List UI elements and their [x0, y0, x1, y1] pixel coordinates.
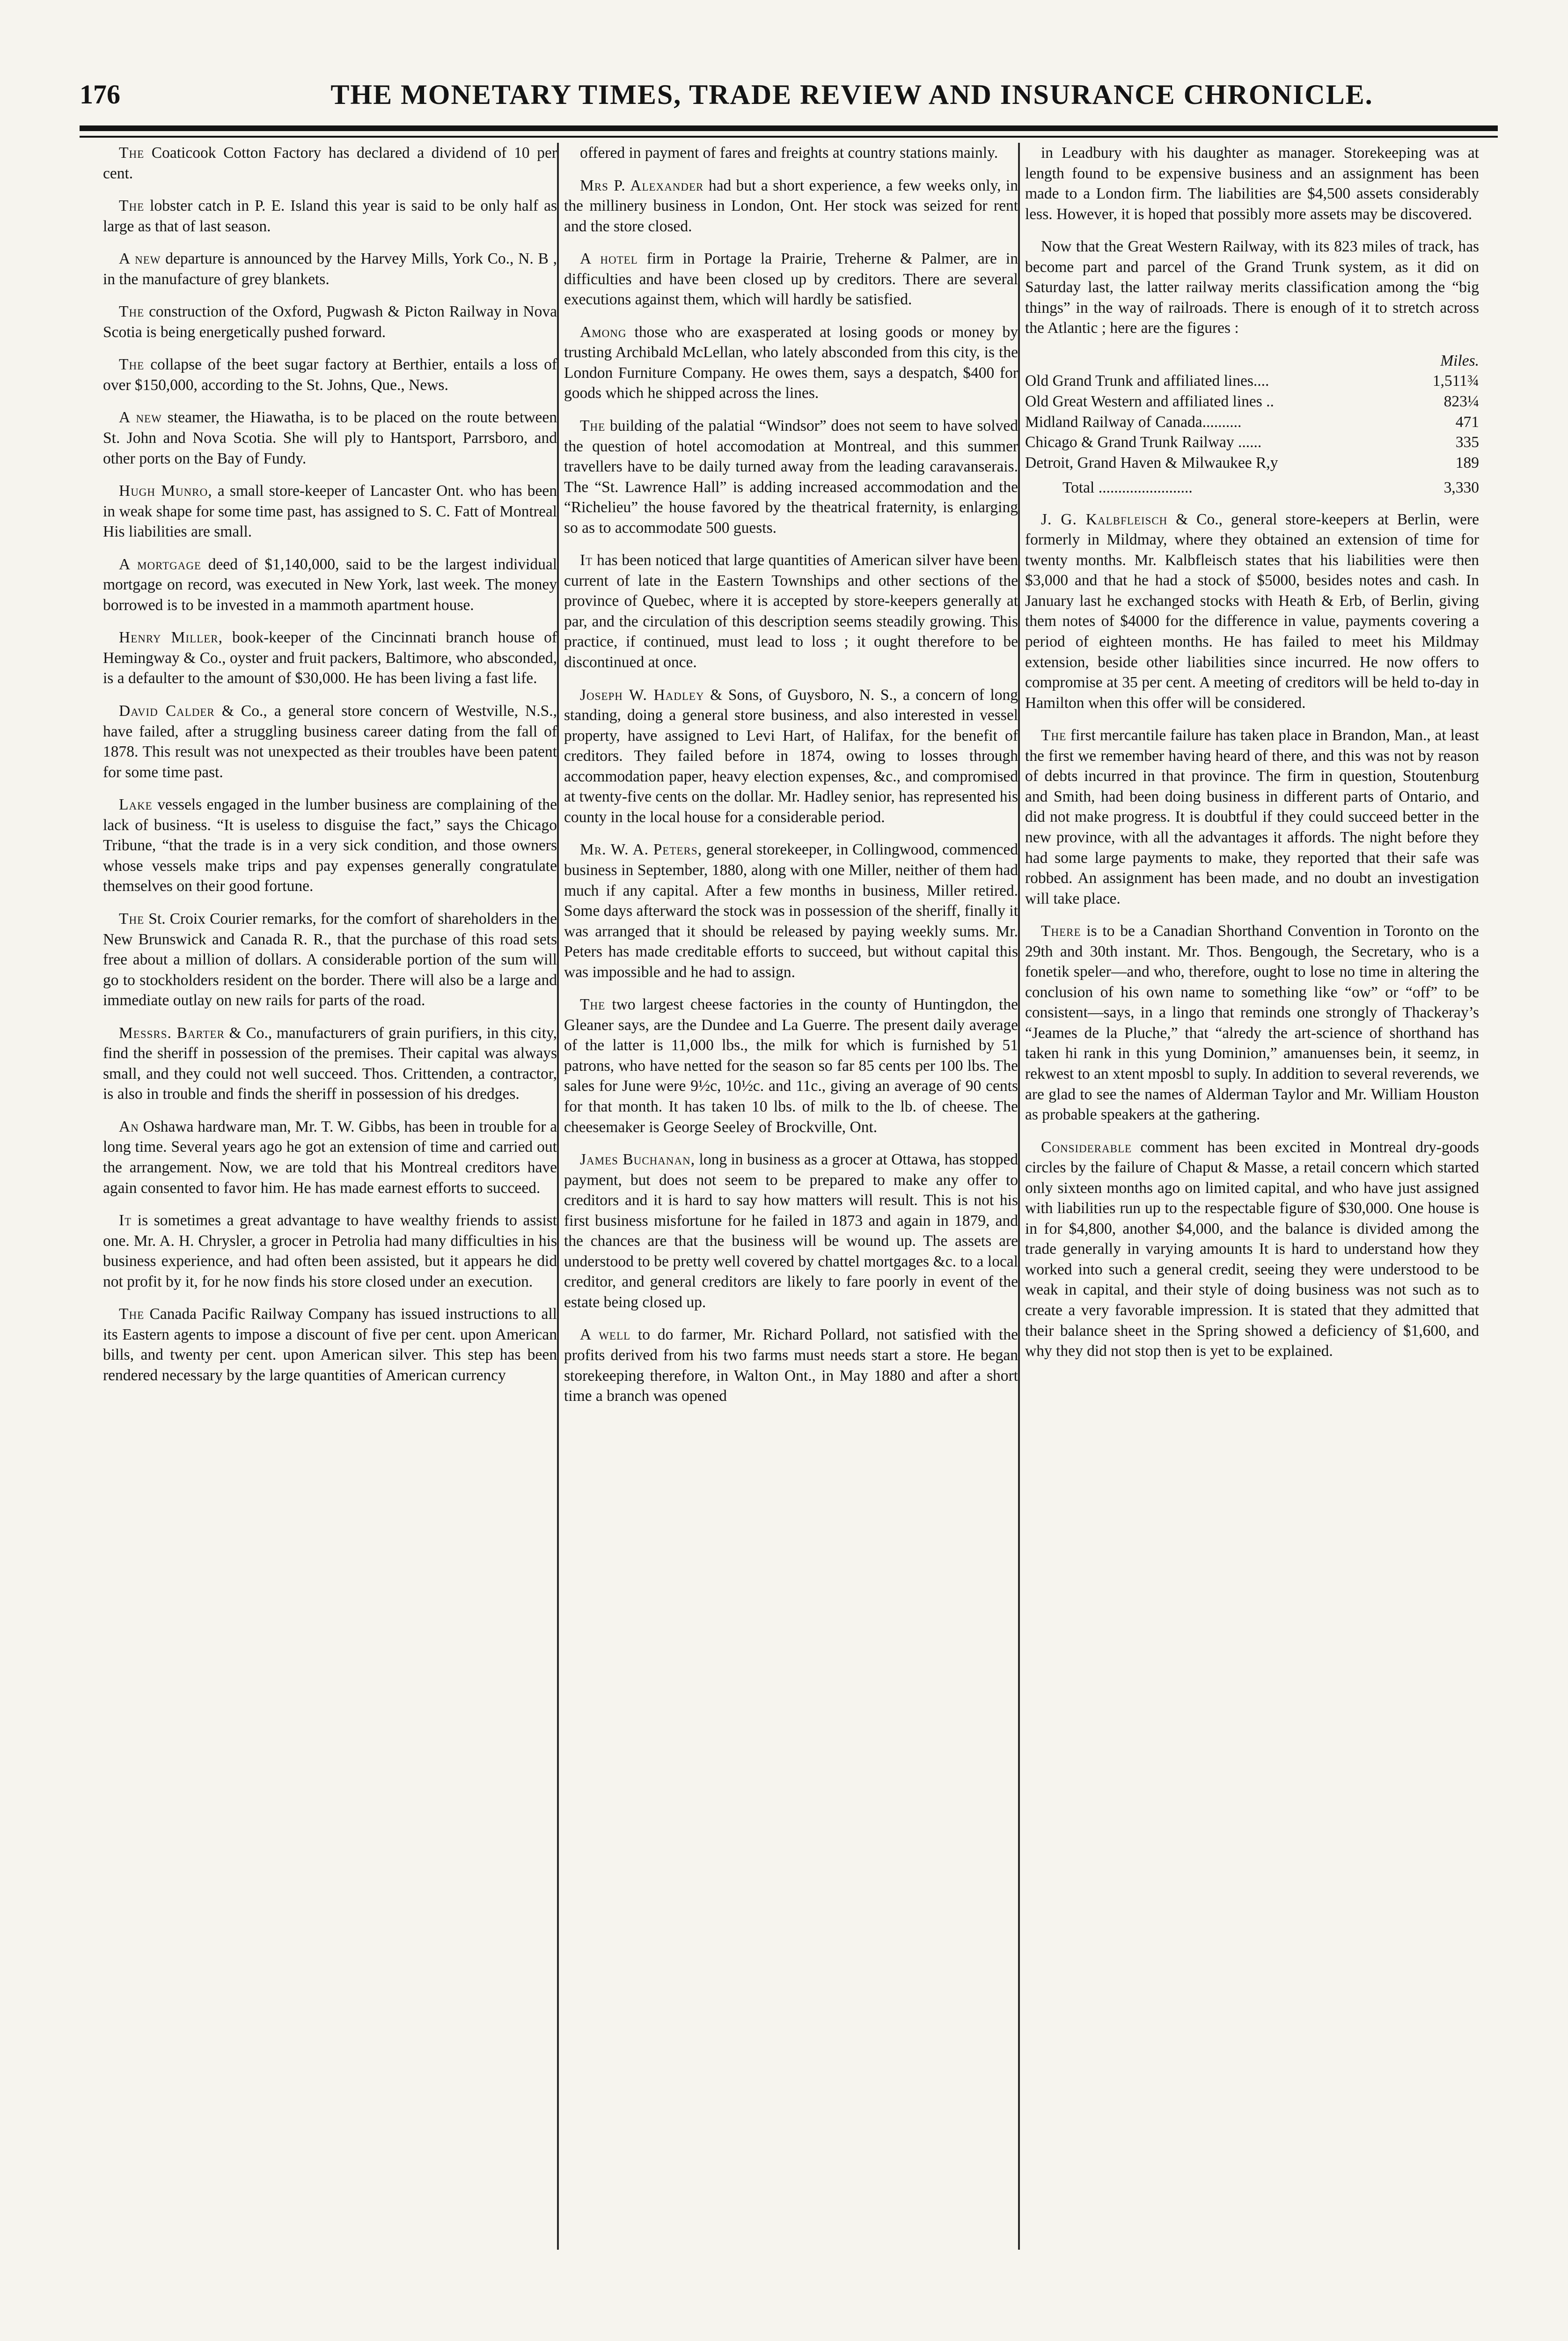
paragraph-text: & Co., general store-keepers at Berlin, were formerly in Mildmay, where they obtained an extension of time for twenty months. Mr. Kalbfleisch states that his liabilities were then $3,000 and that he had a stock of $5000, besides notes and cash. In January last he exchanged stocks with Heath & Erb, of Berlin, giving them notes of $4000 for the difference in value, payments covering a period of eighteen months. He has failed to meet his Mildmay extension, beside other liabilities since incurred. He now offers to compromise at 35 per cent. A meeting of creditors will be held to-day in Hamilton when this offer will be considered. [1025, 510, 1479, 712]
article-paragraph [564, 1325, 1018, 1406]
paragraph-lead: The [119, 910, 145, 928]
page-header [80, 70, 1493, 122]
paragraph-text: general storekeeper, in Collingwood, commenced business in September, 1880, along with one Miller, neither of them had much if any capital. After a few months in business, Miller retired. Some days afterward the stock was in possession of the sheriff, finally it was arranged that it should be released by paying weekly sums. Mr. Peters has made creditable efforts to succeed, but without capital this was impossible and he had to assign. [564, 841, 1018, 981]
paragraph-text: comment has been excited in Montreal dry-goods circles by the failure of Chaput & Masse, a retail concern which started only sixteen months ago on limited capital, and who have just assigned with liabilities run up to the respectable figure of $30,000. One house is in for $4,800, another $4,000, and the balance is divided among the trade generally in varying amounts It is hard to understand how they worked into such a general credit, seeing they were understood to be weak in capital, and their style of doing business was not such as to create a very favorable impression. It is stated that they admitted that their balance sheet in the Spring showed a deficiency of $1,600, and why they did not stop then is yet to be explained. [1025, 1138, 1479, 1360]
paragraph-lead: The [580, 417, 606, 435]
paragraph-lead: Considerable [1041, 1138, 1132, 1156]
table-row [1025, 453, 1479, 473]
paragraph-lead: James Buchanan, [580, 1151, 696, 1169]
article-paragraph [103, 1210, 557, 1292]
paragraph-text: building of the palatial “Windsor” does not seem to have solved the question of hotel accomodation at Montreal, and this summer travellers have to be daily turned away from the leading caravanserais. The “St. Lawrence Hall” is adding increased accommodation and the “Richelieu” the house favored by the theatrical fraternity, is enlarging so as to accommodate 500 guests. [564, 417, 1018, 537]
paragraph-text: to do farmer, Mr. Richard Pollard, not satisfied with the profits derived from his two farms must needs start a store. He began storekeeping therefore, in Walton Ont., in May 1880 and after a short time a branch was opened [564, 1326, 1018, 1405]
article-paragraph [103, 249, 557, 289]
paragraph-text: had but a short experience, a few weeks only, in the millinery business in London, Ont. Her stock was seized for rent and the store closed. [564, 177, 1018, 235]
article-paragraph [103, 701, 557, 782]
paragraph-text: Now that the Great Western Railway, with its 823 miles of track, has become part and parcel of the Grand Trunk system, as it did on Saturday last, the latter railway merits classification among the “big things” in the way of railroads. There is enough of it to stretch across the Atlantic ; here are the figures : [1025, 238, 1479, 337]
article-paragraph [1025, 236, 1479, 339]
article-paragraph [103, 407, 557, 469]
article-paragraph [103, 196, 557, 236]
article-paragraph [564, 416, 1018, 538]
paragraph-text: steamer, the Hiawatha, is to be placed on the route between St. John and Nova Scotia. She will ply to Hantsport, Parrsboro, and other ports on the Bay of Fundy. [103, 409, 557, 467]
paragraph-text: book-keeper of the Cincinnati branch house of Hemingway & Co., oyster and fruit packers, Baltimore, who absconded, is a defaulter to the amount of $30,000. He has been living a fast life. [103, 629, 557, 687]
article-paragraph [103, 909, 557, 1011]
paragraph-text: first mercantile failure has taken place in Brandon, Man., at least the first we remember having heard of there, and this was not by reason of debts incurred in that province. The firm in question, Stoutenburg and Smith, had been doing business in different parts of Ontario, and did not make progress. It is doubtful if they could succeed better in the new province, with all the advantages it affords. The night before they had some large payments to make, they reported that their safe was robbed. An assignment has been made, and no doubt an investigation will take place. [1025, 727, 1479, 907]
table-total-row [1025, 478, 1479, 498]
railway-name: Detroit, Grand Haven & Milwaukee R,y [1025, 454, 1278, 471]
table-unit-label: Miles. [1440, 352, 1479, 369]
paragraph-lead: Lake [119, 796, 153, 814]
railway-miles: 823¼ [1443, 393, 1479, 411]
article-paragraph [103, 627, 557, 689]
paragraph-lead: J. G. Kalbfleisch [1041, 510, 1168, 528]
article-paragraph [103, 481, 557, 542]
paragraph-lead: A new [119, 409, 162, 427]
paragraph-lead: There [1041, 922, 1081, 940]
column-divider [1018, 143, 1020, 2250]
paragraph-lead: The [119, 1305, 145, 1323]
table-row [1025, 391, 1479, 412]
paragraph-text: deed of $1,140,000, said to be the largest individual mortgage on record, was executed in New York, last week. The money borrowed is to be invested in a mammoth apartment house. [103, 555, 557, 614]
paragraph-text: St. Croix Courier remarks, for the comfort of shareholders in the New Brunswick and Canada R. R., that the purchase of this road sets free about a million of dollars. A considerable portion of the sum will go to stockholders resident on the border. There will also be a large and immediate outlay on new rails for parts of the road. [103, 910, 557, 1009]
paragraph-text: in Leadbury with his daughter as manager. Storekeeping was at length found to be expensive business and an assignment has been made to a London firm. The liabilities are $4,500 assets considerably less. However, it is hoped that possibly more assets may be discovered. [1025, 144, 1479, 223]
paragraph-text: offered in payment of fares and freights at country stations mainly. [580, 144, 998, 162]
paragraph-lead: A new [119, 250, 161, 268]
article-paragraph [1025, 725, 1479, 909]
table-row [1025, 432, 1479, 453]
column-middle [564, 143, 1018, 2297]
railway-miles: 1,511¾ [1432, 372, 1479, 390]
column-right [1025, 143, 1479, 2297]
paragraph-text: long in business as a grocer at Ottawa, has stopped payment, but does not seem to be prepared to make any offer to creditors and it is hard to say how matters will result. This is not his first business misfortune for he failed in 1873 and again in 1879, and the chances are that the business will be wound up. The assets are understood to be pretty well covered by chattel mortgages &c. to a local creditor, and general creditors are likely to fare poorly in event of the estate being closed up. [564, 1151, 1018, 1311]
article-paragraph [103, 354, 557, 395]
article-paragraph [103, 554, 557, 616]
article-paragraph [564, 249, 1018, 310]
paragraph-lead: It [119, 1212, 132, 1229]
column-divider [557, 143, 559, 2250]
article-paragraph [103, 795, 557, 897]
railway-name: Old Great Western and affiliated lines .. [1025, 393, 1274, 411]
table-total-value: 3,330 [1443, 479, 1479, 497]
article-paragraph [564, 1149, 1018, 1312]
paragraph-text: Oshawa hardware man, Mr. T. W. Gibbs, has been in trouble for a long time. Several years ago he got an extension of time and carried out the arrangement. Now, we are told that his Montreal creditors have again consented to favor him. He has made earnest efforts to succeed. [103, 1118, 557, 1197]
paragraph-lead: The [580, 996, 606, 1014]
paragraph-text: is to be a Canadian Shorthand Convention in Toronto on the 29th and 30th instant. Mr. Thos. Bengough, the Secretary, who is a fonetik speler—and who, therefore, ought to lose no time in altering the conclusion of his own name to something like “ow” or “off” to be consistent—says, in a lingo that reminds one strongly of Thackeray’s “Jeames de la Pluche,” that “alredy the art-science of shorthand has taken hi rank in this yung Dominion,” amanuenses bein, it seemz, in rekwest to an xtent mposbl to suply. In addition to several reverends, we are glad to see the names of Alderman Taylor and Mr. William Houston as probable speakers at the gathering. [1025, 922, 1479, 1124]
article-paragraph [1025, 143, 1479, 224]
paragraph-lead: David Calder [119, 702, 215, 720]
paragraph-text: those who are exasperated at losing goods or money by trusting Archibald McLellan, who lately absconded from this city, is the London Furniture Company. He owes them, says a despatch, $400 for goods which he shipped across the lines. [564, 323, 1018, 402]
railway-miles: 471 [1455, 413, 1479, 431]
paragraph-text: lobster catch in P. E. Island this year is said to be only half as large as that of last season. [103, 197, 557, 235]
railway-miles: 189 [1455, 454, 1479, 471]
article-paragraph [1025, 509, 1479, 713]
railway-name: Chicago & Grand Trunk Railway ...... [1025, 434, 1262, 451]
paragraph-text: a small store-keeper of Lancaster Ont. who has been in weak shape for some time past, has assigned to S. C. Fatt of Montreal His liabilities are small. [103, 482, 557, 541]
article-paragraph [103, 1117, 557, 1198]
masthead-title: THE MONETARY TIMES, TRADE REVIEW AND INSURANCE CHRONICLE. [330, 79, 1373, 110]
paragraph-lead: Henry Miller, [119, 629, 223, 647]
paragraph-lead: Among [580, 323, 627, 341]
paragraph-text: firm in Portage la Prairie, Treherne & Palmer, are in difficulties and have been closed up by creditors. There are several executions against them, which will hardly be satisfied. [564, 250, 1018, 309]
table-row [1025, 412, 1479, 433]
paragraph-lead: Messrs. Barter [119, 1024, 225, 1042]
paragraph-lead: An [119, 1118, 139, 1135]
railway-miles: 335 [1455, 434, 1479, 451]
paragraph-text: Coaticook Cotton Factory has declared a dividend of 10 per cent. [103, 144, 557, 182]
article-paragraph [103, 143, 557, 184]
paragraph-text: & Co., a general store concern of Westville, N.S., have failed, after a struggling business career dating from the fall of 1878. This result was not unexpected as their troubles have been patent for some time past. [103, 702, 557, 781]
paragraph-lead: The [1041, 727, 1067, 744]
paragraph-lead: Hugh Munro, [119, 482, 212, 500]
paragraph-lead: Mr. W. A. Peters, [580, 841, 703, 859]
article-paragraph [564, 994, 1018, 1137]
paragraph-lead: The [119, 197, 145, 215]
article-paragraph [564, 550, 1018, 672]
paragraph-text: & Co., manufacturers of grain purifiers, in this city, find the sheriff in possession of the premises. Their capital was always small, and they could not well succeed. Thos. Crittenden, a contractor, is also in trouble and finds the sheriff in possession of his dredges. [103, 1024, 557, 1103]
article-paragraph [103, 1304, 557, 1385]
article-paragraph [1025, 1137, 1479, 1362]
paragraph-lead: The [119, 303, 145, 321]
railway-name: Midland Railway of Canada.......... [1025, 413, 1242, 431]
header-rule-thin [80, 136, 1498, 138]
article-paragraph [564, 143, 1018, 163]
paragraph-text: Canada Pacific Railway Company has issued instructions to all its Eastern agents to impose a discount of five per cent. upon American bills, and twenty per cent. upon American silver. This step has been rendered necessary by the large quantities of American currency [103, 1305, 557, 1384]
table-total-label: Total ........................ [1062, 479, 1193, 497]
paragraph-text: construction of the Oxford, Pugwash & Picton Railway in Nova Scotia is being energetically pushed forward. [103, 303, 557, 341]
column-left [103, 143, 557, 2297]
article-paragraph [1025, 921, 1479, 1125]
article-paragraph [564, 839, 1018, 982]
paragraph-text: & Sons, of Guysboro, N. S., a concern of long standing, doing a general store business, and also interested in vessel property, have assigned to Levi Hart, of Halifax, for the benefit of creditors. They failed before in 1874, owing to losses through accommodation paper, heavy election expenses, &c., and compromised at twenty-five cents on the dollar. Mr. Hadley senior, has represented his county in the local house for a considerable period. [564, 686, 1018, 826]
article-paragraph [103, 1023, 557, 1104]
paragraph-lead: A well [580, 1326, 631, 1344]
paragraph-lead: The [119, 144, 145, 162]
paragraph-lead: Mrs P. Alexander [580, 177, 704, 194]
page-number: 176 [80, 79, 120, 110]
header-rule-thick [80, 125, 1498, 131]
article-paragraph [564, 322, 1018, 404]
paragraph-lead: It [580, 552, 593, 569]
railway-name: Old Grand Trunk and affiliated lines.... [1025, 372, 1269, 390]
paragraph-text: is sometimes a great advantage to have wealthy friends to assist one. Mr. A. H. Chrysler, a grocer in Petrolia had many difficulties in his business experience, and had often been assisted, but it appears he did not profit by it, for he now finds his store closed under an execution. [103, 1212, 557, 1290]
paragraph-text: two largest cheese factories in the county of Huntingdon, the Gleaner says, are the Dundee and La Guerre. The present daily average of the latter is 11,000 lbs., the milk for which is furnished by 51 patrons, who have netted for the season so far 85 cents per 100 lbs. The sales for June were 9½c, 10½c. and 11c., giving an average of 90 cents for that month. It has taken 10 lbs. of milk to the lb. of cheese. The cheesemaker is George Seeley of Brockville, Ont. [564, 996, 1018, 1136]
paragraph-text: collapse of the beet sugar factory at Berthier, entails a loss of over $150,000, according to the St. Johns, Que., News. [103, 356, 557, 394]
paragraph-text: has been noticed that large quantities of American silver have been current of late in the Eastern Townships and other sections of the province of Quebec, where it is accepted by store-keepers generally at par, and the circulation of this description seems steadily growing. This practice, if continued, must lead to loss ; it ought therefore to be discontinued at once. [564, 552, 1018, 671]
paragraph-lead: A hotel [580, 250, 638, 268]
paragraph-lead: Joseph W. Hadley [580, 686, 704, 704]
railway-mileage-table [1025, 351, 1479, 498]
article-paragraph [564, 176, 1018, 237]
paragraph-lead: A mortgage [119, 555, 202, 573]
paragraph-text: departure is announced by the Harvey Mills, York Co., N. B , in the manufacture of grey blankets. [103, 250, 557, 288]
paragraph-lead: The [119, 356, 145, 374]
article-paragraph [103, 302, 557, 342]
table-row [1025, 371, 1479, 391]
article-paragraph [564, 685, 1018, 828]
paragraph-text: vessels engaged in the lumber business are complaining of the lack of business. “It is useless to disguise the fact,” says the Chicago Tribune, “that the trade is in a very sick condition, and those owners whose vessels make trips and pay expenses generally congratulate themselves on their good fortune. [103, 796, 557, 895]
